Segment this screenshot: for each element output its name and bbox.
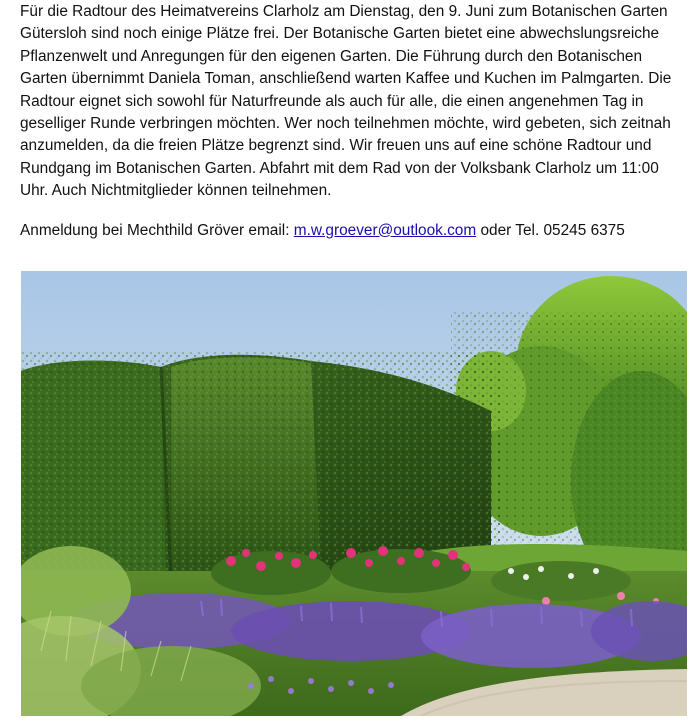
contact-line — [20, 220, 680, 242]
contact-suffix: oder Tel. 05245 6375 — [476, 221, 625, 239]
garden-photo-illustration — [21, 271, 687, 716]
contact-prefix: Anmeldung bei Mechthild Gröver email: — [20, 221, 294, 239]
email-link[interactable]: m.w.groever@outlook.com — [293, 221, 477, 239]
document-body — [20, 0, 680, 242]
hedge-wall — [21, 351, 501, 581]
garden-photo — [21, 271, 687, 716]
intro-paragraph: Für die Radtour des Heimatvereins Clarholz am Dienstag, den 9. Juni zum Botanischen Garten Gütersloh sind noch einige Plätze frei. Der Botanische Garten bietet eine abwechslungsreiche Pflanzenwelt und Anregungen für den eigenen Garten. Die Führung durch den Botanischen Garten übernimmt Daniela Toman, anschließend warten Kaffee und Kuchen im Palmgarten. Die Radtour eignet sich sowohl für Naturfreunde als auch für alle, die einen angenehmen Tag in geselliger Runde verbringen möchten. Wer noch teilnehmen möchte, wird gebeten, sich zeitnah anzumelden, da die freien Plätze begrenzt sind. Wir freuen uns auf eine schöne Radtour und Rundgang im Botanischen Garten. Abfahrt mit dem Rad von der Volksbank Clarholz um 11:00 Uhr. Auch Nichtmitglieder können teilnehmen. — [20, 3, 672, 200]
